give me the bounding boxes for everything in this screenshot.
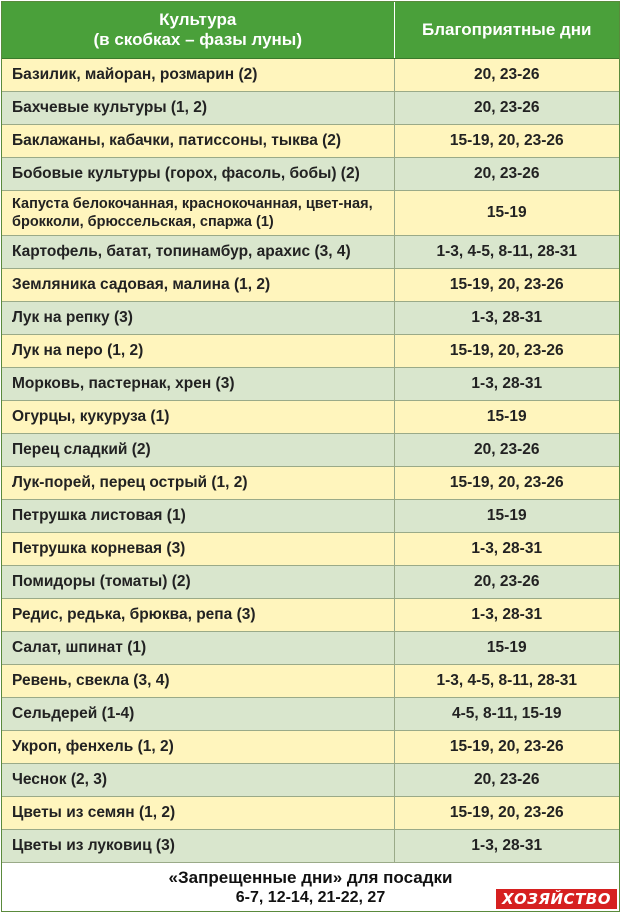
days-column-header: Благоприятные дни	[394, 2, 619, 59]
table-row	[2, 533, 619, 566]
days-cell: 1-3, 4-5, 8-11, 28-31	[394, 236, 619, 269]
culture-cell: Бахчевые культуры (1, 2)	[2, 92, 394, 125]
culture-cell: Редис, редька, брюква, репа (3)	[2, 599, 394, 632]
brand-logo: ХОЗЯЙСТВО	[496, 889, 617, 909]
forbidden-days-title: «Запрещенные дни» для посадки	[168, 868, 453, 887]
table-row	[2, 59, 619, 92]
days-cell: 20, 23-26	[394, 158, 619, 191]
culture-cell: Лук на перо (1, 2)	[2, 335, 394, 368]
days-cell: 15-19	[394, 191, 619, 236]
table-row	[2, 500, 619, 533]
table-row	[2, 158, 619, 191]
days-cell: 15-19	[394, 632, 619, 665]
table-header-row	[2, 2, 619, 59]
forbidden-days-footer	[2, 863, 619, 911]
table-row	[2, 599, 619, 632]
table-row	[2, 731, 619, 764]
culture-header-line2: (в скобках – фазы луны)	[93, 30, 302, 49]
culture-cell: Перец сладкий (2)	[2, 434, 394, 467]
planting-table	[2, 2, 619, 863]
culture-cell: Лук на репку (3)	[2, 302, 394, 335]
days-cell: 1-3, 28-31	[394, 599, 619, 632]
days-cell: 15-19, 20, 23-26	[394, 731, 619, 764]
days-cell: 1-3, 4-5, 8-11, 28-31	[394, 665, 619, 698]
table-row	[2, 698, 619, 731]
planting-calendar	[1, 1, 620, 912]
culture-cell: Баклажаны, кабачки, патиссоны, тыква (2)	[2, 125, 394, 158]
culture-cell: Помидоры (томаты) (2)	[2, 566, 394, 599]
table-row	[2, 797, 619, 830]
days-cell: 20, 23-26	[394, 92, 619, 125]
table-row	[2, 125, 619, 158]
culture-cell: Петрушка листовая (1)	[2, 500, 394, 533]
days-cell: 15-19, 20, 23-26	[394, 269, 619, 302]
table-row	[2, 830, 619, 863]
table-row	[2, 467, 619, 500]
table-row	[2, 566, 619, 599]
culture-cell: Морковь, пастернак, хрен (3)	[2, 368, 394, 401]
table-row	[2, 665, 619, 698]
days-cell: 15-19	[394, 500, 619, 533]
culture-cell: Картофель, батат, топинамбур, арахис (3, 4)	[2, 236, 394, 269]
culture-column-header	[2, 2, 394, 59]
table-row	[2, 764, 619, 797]
days-cell: 1-3, 28-31	[394, 302, 619, 335]
days-cell: 1-3, 28-31	[394, 368, 619, 401]
culture-cell: Ревень, свекла (3, 4)	[2, 665, 394, 698]
table-row	[2, 434, 619, 467]
table-row	[2, 302, 619, 335]
days-cell: 20, 23-26	[394, 764, 619, 797]
culture-cell: Петрушка корневая (3)	[2, 533, 394, 566]
table-row	[2, 401, 619, 434]
table-row	[2, 269, 619, 302]
table-row	[2, 236, 619, 269]
culture-cell: Чеснок (2, 3)	[2, 764, 394, 797]
culture-header-line1: Культура	[159, 10, 237, 29]
culture-cell: Огурцы, кукуруза (1)	[2, 401, 394, 434]
table-body	[2, 59, 619, 863]
culture-cell: Бобовые культуры (горох, фасоль, бобы) (2)	[2, 158, 394, 191]
days-cell: 20, 23-26	[394, 59, 619, 92]
culture-cell: Цветы из семян (1, 2)	[2, 797, 394, 830]
culture-cell: Сельдерей (1-4)	[2, 698, 394, 731]
forbidden-days-values: 6-7, 12-14, 21-22, 27	[235, 889, 386, 906]
culture-cell: Земляника садовая, малина (1, 2)	[2, 269, 394, 302]
culture-cell: Капуста белокочанная, краснокочанная, цвет-ная, брокколи, брюссельская, спаржа (1)	[2, 191, 394, 236]
table-row	[2, 92, 619, 125]
table-row	[2, 335, 619, 368]
days-cell: 15-19, 20, 23-26	[394, 335, 619, 368]
days-cell: 20, 23-26	[394, 434, 619, 467]
table-row	[2, 632, 619, 665]
days-cell: 1-3, 28-31	[394, 533, 619, 566]
days-cell: 15-19, 20, 23-26	[394, 125, 619, 158]
culture-cell: Лук-порей, перец острый (1, 2)	[2, 467, 394, 500]
culture-cell: Цветы из луковиц (3)	[2, 830, 394, 863]
table-row	[2, 368, 619, 401]
days-cell: 15-19, 20, 23-26	[394, 797, 619, 830]
days-cell: 1-3, 28-31	[394, 830, 619, 863]
days-cell: 20, 23-26	[394, 566, 619, 599]
culture-cell: Салат, шпинат (1)	[2, 632, 394, 665]
days-cell: 15-19, 20, 23-26	[394, 467, 619, 500]
days-cell: 15-19	[394, 401, 619, 434]
days-cell: 4-5, 8-11, 15-19	[394, 698, 619, 731]
culture-cell: Базилик, майоран, розмарин (2)	[2, 59, 394, 92]
table-row	[2, 191, 619, 236]
culture-cell: Укроп, фенхель (1, 2)	[2, 731, 394, 764]
